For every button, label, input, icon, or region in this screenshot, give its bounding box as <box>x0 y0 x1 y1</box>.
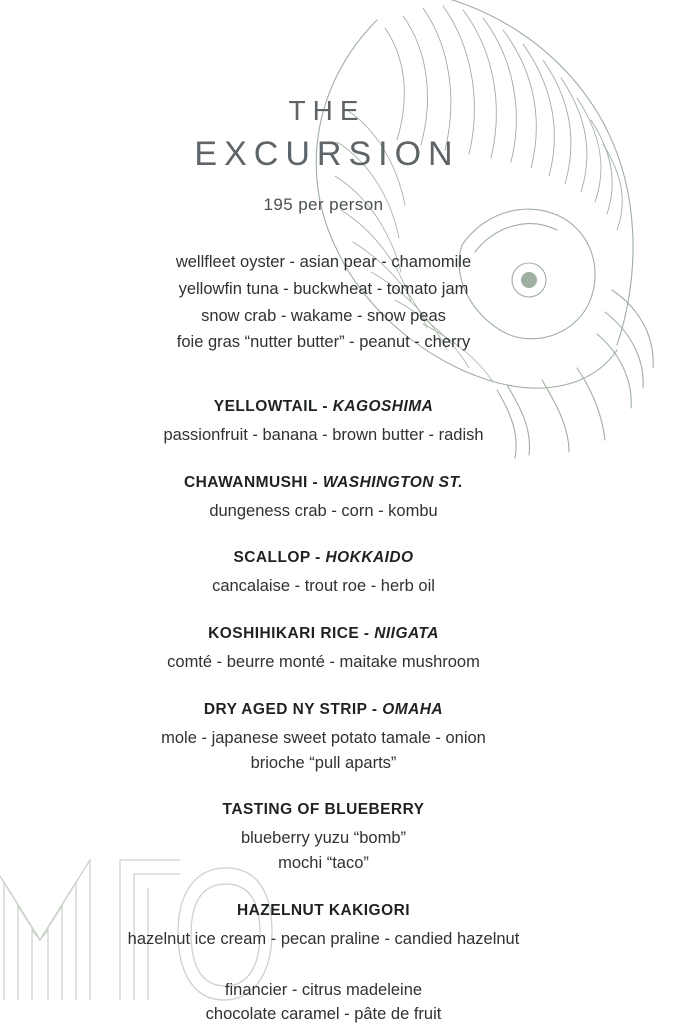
page-title-line-2: EXCURSION <box>194 135 460 174</box>
course-item <box>60 902 587 952</box>
menu-price: 195 per person <box>263 195 384 215</box>
intro-line: snow crab - wakame - snow peas <box>201 306 446 325</box>
mignardises-list <box>60 978 587 1027</box>
course-description-line: comté - beurre monté - maitake mushroom <box>167 653 480 672</box>
course-description <box>60 826 587 876</box>
course-name-text: YELLOWTAIL - <box>213 397 333 415</box>
course-name <box>60 625 587 643</box>
course-name <box>60 801 587 819</box>
mignardises-line: financier - citrus madeleine <box>224 980 423 999</box>
menu-title-block <box>60 0 587 215</box>
course-item <box>60 801 587 876</box>
course-description-line: dungeness crab - corn - kombu <box>209 501 438 520</box>
course-item <box>60 474 587 524</box>
course-name-text: DRY AGED NY STRIP - <box>203 700 383 718</box>
course-description-line: mole - japanese sweet potato tamale - onion <box>161 728 486 747</box>
course-name <box>60 549 587 567</box>
course-name <box>60 701 587 719</box>
course-description-line: blueberry yuzu “bomb” <box>240 829 407 848</box>
intro-line: wellfleet oyster - asian pear - chamomile <box>175 253 472 272</box>
course-item <box>60 549 587 599</box>
course-list <box>60 398 587 952</box>
course-name-text: CHAWANMUSHI - <box>184 473 323 491</box>
page-title-line-1: THE <box>288 95 366 126</box>
course-origin: WASHINGTON ST. <box>322 473 463 491</box>
intro-line: foie gras “nutter butter” - peanut - cherry <box>176 333 471 352</box>
course-name <box>60 398 587 416</box>
intro-course-list <box>60 249 587 356</box>
course-description-line: brioche “pull aparts” <box>250 753 397 772</box>
course-name <box>60 902 587 920</box>
course-name-text: KOSHIHIKARI RICE - <box>208 625 375 643</box>
course-description <box>60 574 587 599</box>
course-origin: HOKKAIDO <box>325 549 414 567</box>
course-item <box>60 398 587 448</box>
course-description <box>60 726 587 776</box>
course-name <box>60 474 587 492</box>
course-description-line: passionfruit - banana - brown butter - radish <box>163 425 484 444</box>
course-origin: NIIGATA <box>374 625 439 643</box>
course-item <box>60 625 587 675</box>
course-origin: OMAHA <box>382 700 444 718</box>
course-description <box>60 423 587 448</box>
mignardises-line: chocolate caramel - pâte de fruit <box>205 1005 442 1024</box>
course-name-text: SCALLOP - <box>233 549 326 567</box>
course-name-text: HAZELNUT KAKIGORI <box>237 901 410 919</box>
course-description-line: mochi “taco” <box>278 854 369 873</box>
course-description <box>60 499 587 524</box>
course-name-text: TASTING OF BLUEBERRY <box>222 801 425 819</box>
course-origin: KAGOSHIMA <box>332 397 434 415</box>
course-description <box>60 927 587 952</box>
intro-line: yellowfin tuna - buckwheat - tomato jam <box>178 279 469 298</box>
course-description-line: cancalaise - trout roe - herb oil <box>212 577 435 596</box>
course-description <box>60 650 587 675</box>
course-item <box>60 701 587 776</box>
course-description-line: hazelnut ice cream - pecan praline - candied hazelnut <box>127 929 520 948</box>
